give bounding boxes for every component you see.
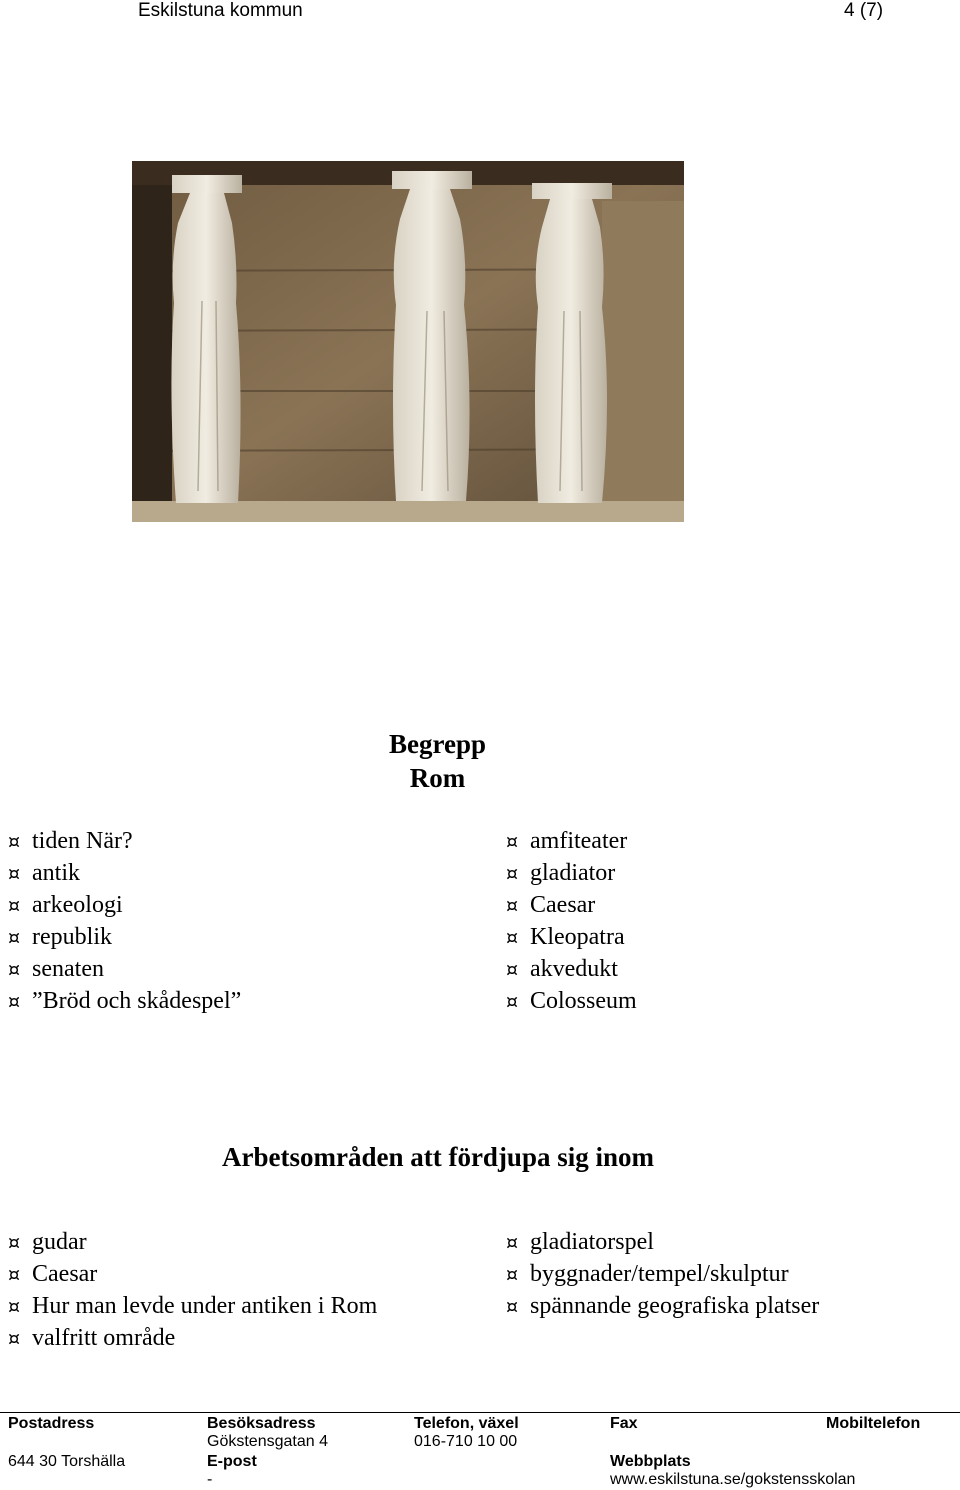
footer-postadress-label: Postadress [8,1415,95,1432]
bullet-icon: ¤ [506,927,519,949]
footer-besoksadress-label: Besöksadress [207,1415,316,1432]
list-item [8,1227,377,1259]
bullet-icon: ¤ [506,959,519,981]
concepts-list-left [8,826,241,1018]
bullet-icon: ¤ [8,959,21,981]
area-label: Hur man levde under antiken i Rom [32,1293,378,1319]
list-item [506,922,637,954]
bullet-icon: ¤ [8,927,21,949]
list-item [506,890,637,922]
footer-mobil-label: Mobiltelefon [826,1415,921,1432]
concept-label: gladiator [530,860,616,886]
list-item [506,858,637,890]
footer-telefon-label: Telefon, växel [414,1415,519,1432]
list-item [506,1227,819,1259]
area-label: byggnader/tempel/skulptur [530,1261,789,1287]
bullet-icon: ¤ [8,1264,21,1286]
page-number: 4 (7) [844,0,884,21]
list-item [8,1259,377,1291]
bullet-icon: ¤ [8,991,21,1013]
concept-label: Caesar [530,892,596,918]
bullet-icon: ¤ [506,1296,519,1318]
bullet-icon: ¤ [8,1296,21,1318]
list-item [8,826,241,858]
footer-epost-label: E-post [207,1453,257,1470]
footer-telefon-value: 016-710 10 00 [414,1433,518,1450]
list-item [506,986,637,1018]
list-item [8,986,241,1018]
concept-label: arkeologi [32,892,123,918]
concept-label: tiden När? [32,828,133,854]
footer-fax-label: Fax [610,1415,638,1432]
concept-label: senaten [32,956,104,982]
concepts-list-right [506,826,637,1018]
list-item [8,858,241,890]
title-begrepp: Begrepp [388,729,486,759]
bullet-icon: ¤ [8,863,21,885]
bullet-icon: ¤ [8,1232,21,1254]
footer-postadress-value: 644 30 Torshälla [8,1453,126,1470]
footer-webbplats-label: Webbplats [610,1453,691,1470]
bullet-icon: ¤ [8,1328,21,1350]
bullet-icon: ¤ [506,1232,519,1254]
list-item [8,954,241,986]
bullet-icon: ¤ [8,831,21,853]
caryatids-photo [132,161,684,522]
list-item [8,890,241,922]
list-item [8,922,241,954]
list-item [506,826,637,858]
list-item [506,954,637,986]
area-label: spännande geografiska platser [530,1293,820,1319]
bullet-icon: ¤ [506,895,519,917]
concept-label: republik [32,924,112,950]
footer-epost-value: - [207,1471,213,1488]
areas-list-left [8,1227,377,1355]
footer-webbplats-link[interactable]: www.eskilstuna.se/gokstensskolan [610,1471,856,1488]
header-organization: Eskilstuna kommun [138,0,303,21]
concept-label: Colosseum [530,988,637,1014]
area-label: valfritt område [32,1325,176,1351]
list-item [8,1323,377,1355]
area-label: gudar [32,1229,87,1255]
areas-heading: Arbetsområden att fördjupa sig inom [222,1142,654,1172]
area-label: gladiatorspel [530,1229,654,1255]
area-label: Caesar [32,1261,98,1287]
footer-besoksadress-value: Gökstensgatan 4 [207,1433,328,1450]
list-item [506,1259,819,1291]
concept-label: antik [32,860,80,886]
concept-label: ”Bröd och skådespel” [32,988,242,1014]
footer-divider [0,1412,960,1413]
concept-label: amfiteater [530,828,628,854]
areas-list-right [506,1227,819,1323]
bullet-icon: ¤ [506,863,519,885]
list-item [8,1291,377,1323]
bullet-icon: ¤ [506,1264,519,1286]
list-item [506,1291,819,1323]
title-rom: Rom [409,763,466,793]
bullet-icon: ¤ [506,831,519,853]
bullet-icon: ¤ [8,895,21,917]
concept-label: Kleopatra [530,924,625,950]
bullet-icon: ¤ [506,991,519,1013]
concept-label: akvedukt [530,956,618,982]
